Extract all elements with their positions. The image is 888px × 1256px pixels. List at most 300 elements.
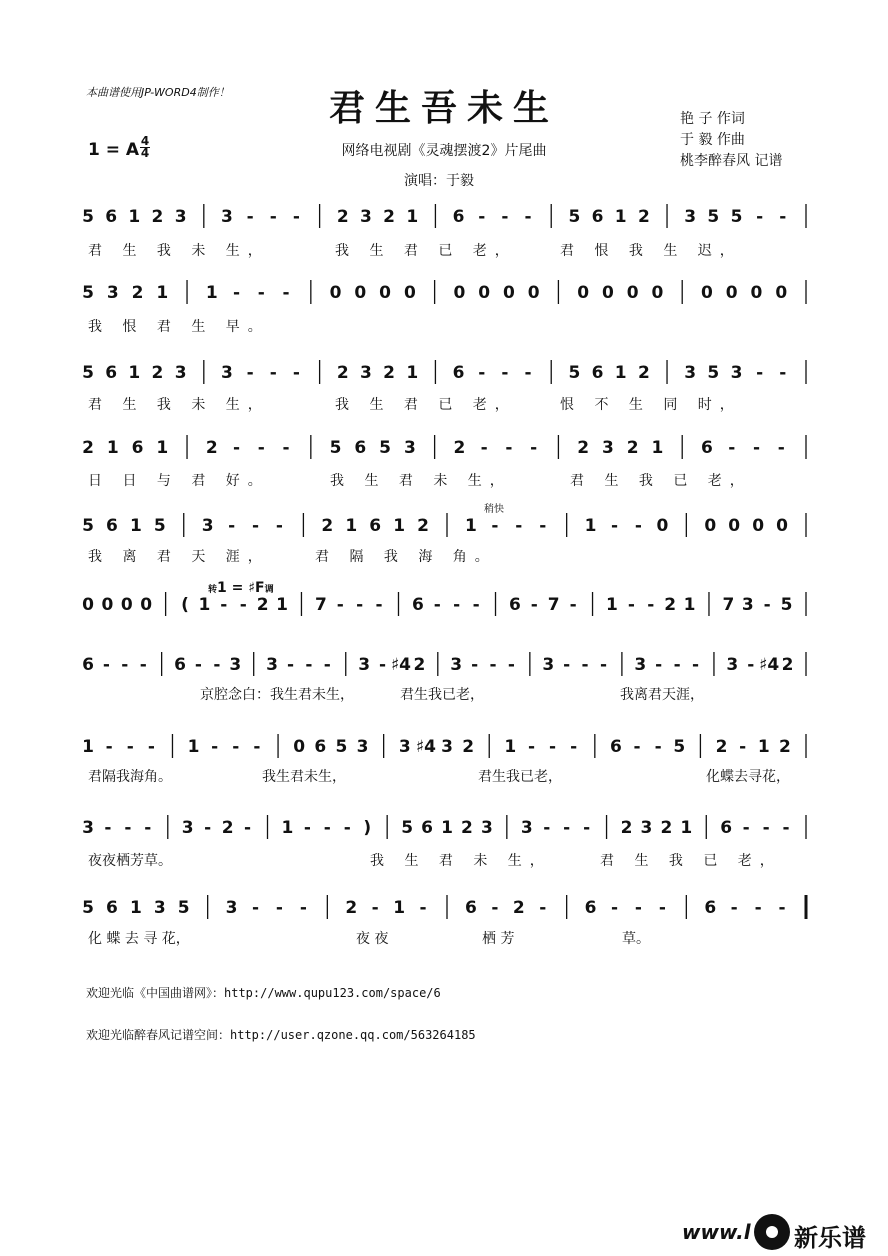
- note: 2: [461, 818, 473, 838]
- lyric-line: 我 生 君 已 老，: [335, 397, 517, 413]
- lyric-line: 君 生 我 未 生，: [88, 243, 270, 259]
- note: 6: [354, 438, 367, 458]
- dash-extension: -: [336, 595, 344, 615]
- note: 0: [329, 283, 342, 303]
- dash-extension: -: [611, 516, 619, 536]
- note: 0: [776, 516, 788, 536]
- note: 6: [421, 818, 433, 838]
- dash-extension: -: [204, 818, 212, 838]
- note: 6: [701, 438, 713, 458]
- dash-extension: -: [569, 595, 577, 615]
- note: 5: [568, 207, 581, 227]
- note: 0: [354, 283, 367, 303]
- note: 5: [707, 363, 720, 383]
- tempo-marking: 稍快: [484, 504, 504, 515]
- singer-credit: 演唱：于毅: [404, 173, 474, 189]
- note: 0: [140, 595, 153, 615]
- dash-extension: -: [543, 818, 551, 838]
- dash-extension: -: [253, 737, 261, 757]
- note: 5: [82, 283, 94, 303]
- lyric-line: 君 生 我 已 老，: [600, 853, 782, 869]
- dash-extension: -: [292, 363, 300, 383]
- note: 0: [656, 516, 669, 536]
- modulation-prefix: 转: [208, 585, 218, 595]
- note: 2: [151, 207, 164, 227]
- note: 3: [221, 207, 233, 227]
- note: 3: [174, 363, 187, 383]
- dash-extension: -: [213, 655, 221, 675]
- dash-extension: -: [144, 818, 152, 838]
- note: 6: [105, 363, 118, 383]
- dash-extension: -: [228, 516, 236, 536]
- note: 2: [345, 898, 358, 918]
- dash-extension: -: [611, 898, 619, 918]
- dash-extension: -: [286, 655, 295, 675]
- note: 1: [156, 283, 169, 303]
- dash-extension: -: [539, 516, 547, 536]
- note: 2: [205, 438, 218, 458]
- note: 3: [229, 655, 242, 675]
- note: 0: [626, 283, 639, 303]
- modulation-suffix: 调: [264, 585, 274, 595]
- dash-extension: -: [634, 898, 642, 918]
- dash-extension: -: [692, 655, 700, 675]
- dash-extension: -: [379, 655, 387, 675]
- dash-extension: -: [126, 737, 134, 757]
- note: 2: [462, 737, 475, 757]
- lyric-line: 化蝶去寻花，: [706, 769, 790, 785]
- note: 1: [606, 595, 618, 615]
- dash-extension: -: [654, 737, 662, 757]
- note: 2: [131, 283, 144, 303]
- note: 0: [293, 737, 306, 757]
- vinyl-disc-icon: [754, 1214, 790, 1250]
- note: 1: [614, 363, 627, 383]
- note: 0: [478, 283, 491, 303]
- note: 5: [82, 363, 94, 383]
- note: 3: [640, 818, 653, 838]
- note: 1: [129, 898, 142, 918]
- dash-extension: -: [375, 595, 383, 615]
- dash-extension: -: [539, 898, 547, 918]
- watermark-brand: 新乐谱: [794, 1224, 866, 1252]
- note: 0: [453, 283, 466, 303]
- note: 3: [356, 737, 369, 757]
- note: 6: [82, 655, 94, 675]
- lyric-line: 君 隔 我 海 角。: [315, 549, 497, 565]
- dash-extension: -: [563, 655, 571, 675]
- note: 1: [406, 207, 419, 227]
- note: 0: [502, 283, 515, 303]
- key-signature: 1 = A: [88, 140, 140, 160]
- note: ♯4: [390, 655, 412, 675]
- note: 1: [129, 516, 142, 536]
- dash-extension: -: [655, 655, 663, 675]
- modulation-marking: [208, 580, 274, 596]
- dash-extension: -: [472, 595, 480, 615]
- dash-extension: -: [220, 595, 228, 615]
- dash-extension: -: [647, 595, 655, 615]
- dash-extension: -: [371, 898, 379, 918]
- note: 2: [151, 363, 164, 383]
- note: 2: [664, 595, 677, 615]
- dash-extension: -: [478, 207, 486, 227]
- dash-extension: -: [599, 655, 608, 675]
- dash-extension: -: [570, 737, 578, 757]
- dash-extension: -: [453, 595, 461, 615]
- dash-extension: -: [269, 363, 277, 383]
- note: 2: [321, 516, 334, 536]
- dash-extension: -: [257, 283, 265, 303]
- note: 5: [82, 898, 94, 918]
- dash-extension: -: [627, 595, 635, 615]
- note: 3: [634, 655, 647, 675]
- dash-extension: -: [246, 207, 254, 227]
- note: 3: [684, 363, 697, 383]
- note: 0: [728, 516, 741, 536]
- dash-extension: -: [527, 737, 536, 757]
- dash-extension: -: [583, 818, 591, 838]
- dash-extension: -: [211, 737, 219, 757]
- note: 5: [379, 438, 392, 458]
- note: 2: [626, 438, 639, 458]
- note: 1: [757, 737, 770, 757]
- footer-link-qzone[interactable]: 欢迎光临醉春风记谱空间：http://user.qzone.qq.com/563264185: [86, 1028, 476, 1042]
- dash-extension: -: [299, 898, 307, 918]
- dash-extension: -: [102, 655, 110, 675]
- note: 0: [704, 516, 717, 536]
- note: 3: [730, 363, 743, 383]
- dash-extension: -: [491, 516, 499, 536]
- dash-extension: -: [634, 516, 642, 536]
- note: 0: [725, 283, 738, 303]
- lyric-line: 夜 夜: [356, 931, 389, 947]
- dash-extension: -: [104, 818, 112, 838]
- note: 1: [504, 737, 517, 757]
- lyric-line: 我生君未生，: [262, 769, 346, 785]
- dash-extension: -: [563, 818, 571, 838]
- note: 2: [453, 438, 466, 458]
- lyric-line: 君 恨 我 生 迟，: [560, 243, 742, 259]
- dash-extension: -: [756, 363, 764, 383]
- dash-extension: -: [275, 898, 283, 918]
- note: 6: [591, 207, 604, 227]
- note: ♯4: [759, 655, 780, 675]
- lyric-line: 君 生 我 未 生，: [88, 397, 270, 413]
- note: 2: [620, 818, 633, 838]
- note: 5: [82, 516, 94, 536]
- note: 5: [401, 818, 414, 838]
- modulation-key: 1 = ♯F: [217, 580, 265, 596]
- note: 2: [336, 363, 349, 383]
- dash-extension: -: [257, 438, 265, 458]
- dash-extension: -: [779, 363, 787, 383]
- note: 3: [403, 438, 416, 458]
- note: 1: [465, 516, 477, 536]
- note: 3: [225, 898, 238, 918]
- dash-extension: -: [742, 818, 750, 838]
- lyric-line: 夜夜栖芳草。: [88, 853, 172, 869]
- dash-extension: -: [269, 207, 277, 227]
- note: 1: [406, 363, 419, 383]
- dash-extension: -: [549, 737, 557, 757]
- note: 6: [452, 207, 465, 227]
- lyric-line: 化 蝶 去 寻 花，: [88, 931, 190, 947]
- note: 0: [701, 283, 713, 303]
- note: 3: [266, 655, 279, 675]
- note: 3: [602, 438, 614, 458]
- lyric-line: 栖 芳: [482, 931, 515, 947]
- note: 3: [360, 363, 372, 383]
- note: 2: [221, 818, 234, 838]
- note: 3: [82, 818, 94, 838]
- note: 2: [512, 898, 525, 918]
- dash-extension: -: [147, 737, 155, 757]
- note: 3: [398, 737, 411, 757]
- lyric-line: 君隔我海角。: [88, 769, 172, 785]
- note: 1: [82, 737, 94, 757]
- dash-extension: -: [763, 595, 771, 615]
- note: 5: [329, 438, 342, 458]
- note: 7: [547, 595, 560, 615]
- note: 6: [704, 898, 717, 918]
- note: 5: [177, 898, 190, 918]
- dash-extension: -: [728, 438, 736, 458]
- note: 5: [730, 207, 743, 227]
- note: 3: [221, 363, 233, 383]
- note: 6: [106, 898, 118, 918]
- dash-extension: -: [194, 655, 202, 675]
- dash-extension: -: [524, 363, 532, 383]
- lyric-line: 京腔念白：我生君未生，: [200, 687, 354, 703]
- note: 2: [637, 207, 650, 227]
- dash-extension: -: [739, 737, 747, 757]
- note: 6: [610, 737, 622, 757]
- lyric-line: 草。: [622, 931, 650, 947]
- dash-extension: -: [754, 898, 762, 918]
- note: 0: [651, 283, 664, 303]
- note: 5: [568, 363, 581, 383]
- transcriber-credit: 桃李醉春风 记谱: [680, 153, 783, 169]
- note: 6: [508, 595, 521, 615]
- note: 1: [198, 595, 211, 615]
- note: 1: [187, 737, 200, 757]
- note: 7: [722, 595, 735, 615]
- dash-extension: -: [124, 818, 132, 838]
- note: 0: [101, 595, 114, 615]
- note: 1: [106, 438, 119, 458]
- dash-extension: -: [433, 595, 441, 615]
- note: 3: [520, 818, 533, 838]
- note: 3: [441, 737, 453, 757]
- dash-extension: -: [419, 898, 427, 918]
- note: 3: [726, 655, 739, 675]
- dash-extension: -: [730, 898, 738, 918]
- dash-extension: -: [524, 207, 532, 227]
- dash-extension: -: [489, 655, 497, 675]
- dash-extension: -: [303, 818, 311, 838]
- note: 1: [393, 516, 406, 536]
- note: 6: [131, 438, 144, 458]
- lyric-line: 我 恨 君 生 早。: [88, 319, 270, 335]
- note: 3: [360, 207, 372, 227]
- composer-credit: 于 毅 作曲: [680, 132, 745, 148]
- note: 2: [417, 516, 429, 536]
- dash-extension: -: [762, 818, 770, 838]
- dash-extension: -: [501, 363, 509, 383]
- dash-extension: -: [282, 283, 290, 303]
- dash-extension: -: [232, 737, 240, 757]
- dash-extension: -: [139, 655, 147, 675]
- note: 0: [403, 283, 416, 303]
- dash-extension: -: [246, 363, 254, 383]
- dash-extension: -: [233, 283, 241, 303]
- note: 1: [205, 283, 218, 303]
- note: 1: [345, 516, 358, 536]
- note: 2: [82, 438, 94, 458]
- lyric-line: 恨 不 生 同 时，: [560, 397, 742, 413]
- dash-extension: -: [491, 898, 499, 918]
- lyric-line: 我离君天涯，: [620, 687, 704, 703]
- note: 3: [153, 898, 166, 918]
- dash-extension: -: [782, 818, 790, 838]
- note: 1: [276, 595, 288, 615]
- note: 1: [680, 818, 693, 838]
- note: 3: [201, 516, 214, 536]
- note: 6: [106, 516, 118, 536]
- note: 0: [577, 283, 590, 303]
- note: 2: [715, 737, 728, 757]
- note: 5: [707, 207, 720, 227]
- note: 3: [741, 595, 754, 615]
- note: 0: [602, 283, 614, 303]
- software-note: 本曲谱使用JP-WORD4制作！: [86, 86, 230, 99]
- site-watermark: [682, 1214, 882, 1250]
- note: 1: [281, 818, 294, 838]
- note: ♯4: [415, 737, 436, 757]
- note: 1: [156, 438, 169, 458]
- lyricist-credit: 艳 子 作词: [680, 111, 745, 127]
- note: 0: [752, 516, 765, 536]
- note: 1: [651, 438, 664, 458]
- note: 2: [336, 207, 349, 227]
- dash-extension: -: [673, 655, 681, 675]
- note: 0: [82, 595, 94, 615]
- note: 1: [128, 363, 141, 383]
- note: 6: [174, 655, 186, 675]
- note: 5: [153, 516, 166, 536]
- dash-extension: -: [633, 737, 641, 757]
- note: 5: [673, 737, 686, 757]
- watermark-url: www.l: [682, 1220, 751, 1244]
- note: (: [181, 595, 189, 615]
- dash-extension: -: [121, 655, 129, 675]
- note: 2: [778, 737, 791, 757]
- dash-extension: -: [478, 363, 486, 383]
- note: 3: [450, 655, 463, 675]
- dash-extension: -: [515, 516, 523, 536]
- note: ): [363, 818, 372, 838]
- note: 1: [614, 207, 627, 227]
- note: 2: [660, 818, 673, 838]
- dash-extension: -: [356, 595, 364, 615]
- note: 0: [750, 283, 763, 303]
- dash-extension: -: [343, 818, 351, 838]
- note: 6: [452, 363, 465, 383]
- dash-extension: -: [530, 595, 538, 615]
- dash-extension: -: [747, 655, 755, 675]
- note: 2: [577, 438, 590, 458]
- dash-extension: -: [778, 898, 786, 918]
- footer-link-qupu[interactable]: 欢迎光临《中国曲谱网》：http://www.qupu123.com/space/6: [86, 986, 441, 1000]
- note: 6: [720, 818, 733, 838]
- lyric-line: 日 日 与 君 好。: [88, 473, 270, 489]
- dash-extension: -: [244, 818, 252, 838]
- note: 6: [369, 516, 382, 536]
- note: 2: [637, 363, 650, 383]
- note: 1: [683, 595, 696, 615]
- note: 6: [591, 363, 604, 383]
- note: 5: [335, 737, 348, 757]
- dash-extension: -: [658, 898, 666, 918]
- note: 1: [584, 516, 597, 536]
- lyric-line: 君生我已老，: [478, 769, 562, 785]
- lyric-line: 我 生 君 未 生，: [330, 473, 512, 489]
- note: 1: [441, 818, 453, 838]
- dash-extension: -: [501, 207, 509, 227]
- note: 6: [465, 898, 477, 918]
- note: 1: [128, 207, 141, 227]
- note: 2: [383, 207, 396, 227]
- song-title: 君生吾未生: [328, 87, 559, 129]
- note: 2: [413, 655, 426, 675]
- dash-extension: -: [471, 655, 479, 675]
- note: 3: [358, 655, 371, 675]
- note: 2: [383, 363, 396, 383]
- note: 5: [780, 595, 793, 615]
- time-signature-bottom: 4: [140, 146, 150, 160]
- note: 3: [542, 655, 555, 675]
- dash-extension: -: [777, 438, 785, 458]
- dash-extension: -: [323, 655, 331, 675]
- dash-extension: -: [507, 655, 515, 675]
- note: 0: [527, 283, 540, 303]
- note: 0: [775, 283, 788, 303]
- dash-extension: -: [252, 898, 260, 918]
- note: 3: [174, 207, 187, 227]
- dash-extension: -: [779, 207, 787, 227]
- dash-extension: -: [282, 438, 290, 458]
- dash-extension: -: [581, 655, 589, 675]
- dash-extension: -: [480, 438, 488, 458]
- dash-extension: -: [239, 595, 247, 615]
- dash-extension: -: [275, 516, 283, 536]
- note: 3: [181, 818, 194, 838]
- note: 0: [120, 595, 133, 615]
- note: 2: [256, 595, 269, 615]
- lyric-line: 君 生 我 已 老，: [570, 473, 752, 489]
- dash-extension: -: [530, 438, 538, 458]
- note: 6: [105, 207, 118, 227]
- dash-extension: -: [756, 207, 764, 227]
- note: 3: [684, 207, 697, 227]
- note: 2: [781, 655, 794, 675]
- note: 3: [106, 283, 119, 303]
- note: 5: [82, 207, 94, 227]
- note: 7: [314, 595, 327, 615]
- dash-extension: -: [505, 438, 513, 458]
- note: 1: [393, 898, 406, 918]
